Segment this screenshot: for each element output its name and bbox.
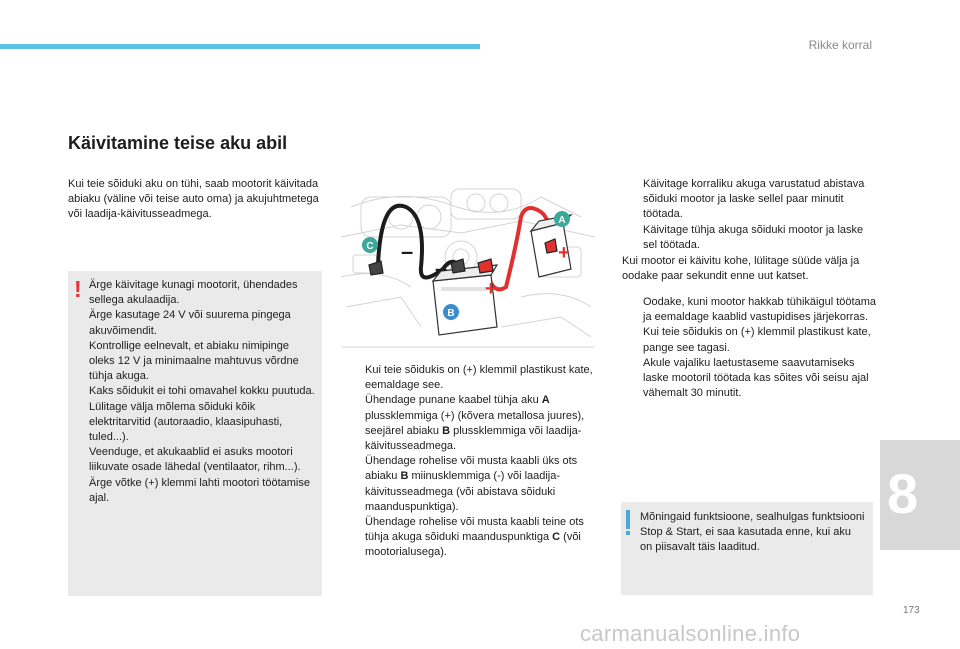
list-item: Ühendage rohelise või musta kaabli teine ots tühja akuga sõiduki maanduspunktiga C (või mootorialusega). (365, 516, 584, 559)
info-text: Mõningaid funktsioone, sealhulgas funktsiooni Stop & Start, ei saa kasutada enne, kui aku on piisavalt täis laaditud. (640, 511, 865, 554)
jump-start-illustration (341, 177, 595, 353)
warning-line: Ärge kasutage 24 V või suurema pingega akuvõimendit. (89, 309, 291, 337)
intro-paragraph: Kui teie sõiduki aku on tühi, saab mootorit käivitada abiaku (väline või teise auto oma) ja akujuhtmetega või laadija-käivitusseadmega. (68, 178, 319, 221)
watermark: carmanualsonline.info (580, 621, 801, 646)
plus-sign-1: + (485, 278, 497, 300)
page-number: 173 (903, 605, 920, 616)
info-icon-dot (626, 531, 630, 535)
label-c (362, 237, 378, 253)
warning-line: Lülitage välja mõlema sõiduki kõik elektritarvitid (autoraadio, klaasipuhasti, tuled...). (89, 400, 283, 444)
list-item: Kui teie sõidukis on (+) klemmil plastikust kate, eemaldage see. (365, 364, 593, 392)
steps-right-bottom (622, 295, 880, 401)
minus-sign-2: – (435, 256, 448, 281)
section-title: Rikke korral (808, 38, 872, 52)
list-item: Oodake, kuni mootor hakkab tühikäigul töötama ja eemaldage kaablid vastupidises järjekorras. (643, 296, 876, 324)
page-heading: Käivitamine teise aku abil (68, 133, 288, 153)
chapter-number: 8 (887, 462, 919, 525)
svg-text:A: A (558, 215, 566, 226)
warning-line: Kaks sõidukit ei tohi omavahel kokku puutuda. (89, 385, 315, 398)
warning-line: Ärge käivitage kunagi mootorit, ühendades sellega akulaadija. (89, 279, 298, 307)
svg-text:B: B (447, 308, 455, 319)
minus-sign-1: – (401, 239, 414, 264)
svg-text:C: C (366, 241, 374, 252)
warning-text (89, 278, 317, 506)
steps-middle (344, 363, 604, 561)
warning-line: Ärge võtke (+) klemmi lahti mootori töötamise ajal. (89, 476, 310, 504)
list-item: Kui teie sõidukis on (+) klemmil plastikust kate, pange see tagasi. (643, 326, 871, 354)
steps-right-top (622, 177, 880, 253)
list-item: Ühendage punane kaabel tühja aku A plussklemmiga (+) (kõvera metallosa juures), seejärel abiaku B plussklemmiga või laadija-käivitusseadmega. (365, 394, 585, 453)
list-item: Käivitage tühja akuga sõiduki mootor ja laske sel töötada. (643, 223, 864, 251)
list-item: Käivitage korraliku akuga varustatud abistava sõiduki mootor ja laske sellel paar minutit töötada. (643, 178, 865, 221)
info-icon (626, 510, 630, 529)
list-item: Ühendage rohelise või musta kaabli üks ots abiaku B miinusklemmiga (-) või laadija-käivitusseadmega (või abistava sõiduki maanduspunktiga). (365, 455, 578, 513)
warning-line: Veenduge, et akukaablid ei asuks mootori liikuvate osade lähedal (ventilaator, rihm...). (89, 446, 301, 474)
plus-sign-2: + (558, 242, 570, 264)
retry-paragraph: Kui mootor ei käivitu kohe, lülitage süüde välja ja oodake paar sekundit enne uut katset. (622, 255, 860, 283)
exclamation-icon: ! (74, 276, 82, 302)
top-accent-bar (0, 44, 480, 49)
label-a (554, 211, 570, 227)
label-b (443, 304, 459, 320)
warning-line: Kontrollige eelnevalt, et abiaku nimipinge oleks 12 V ja minimaalne mahtuvus võrdne tühja akuga. (89, 339, 299, 383)
list-item: Akule vajaliku laetustaseme saavutamiseks laske mootoril töötada kas sõites või seisu ajal vähemalt 30 minutit. (643, 356, 869, 400)
